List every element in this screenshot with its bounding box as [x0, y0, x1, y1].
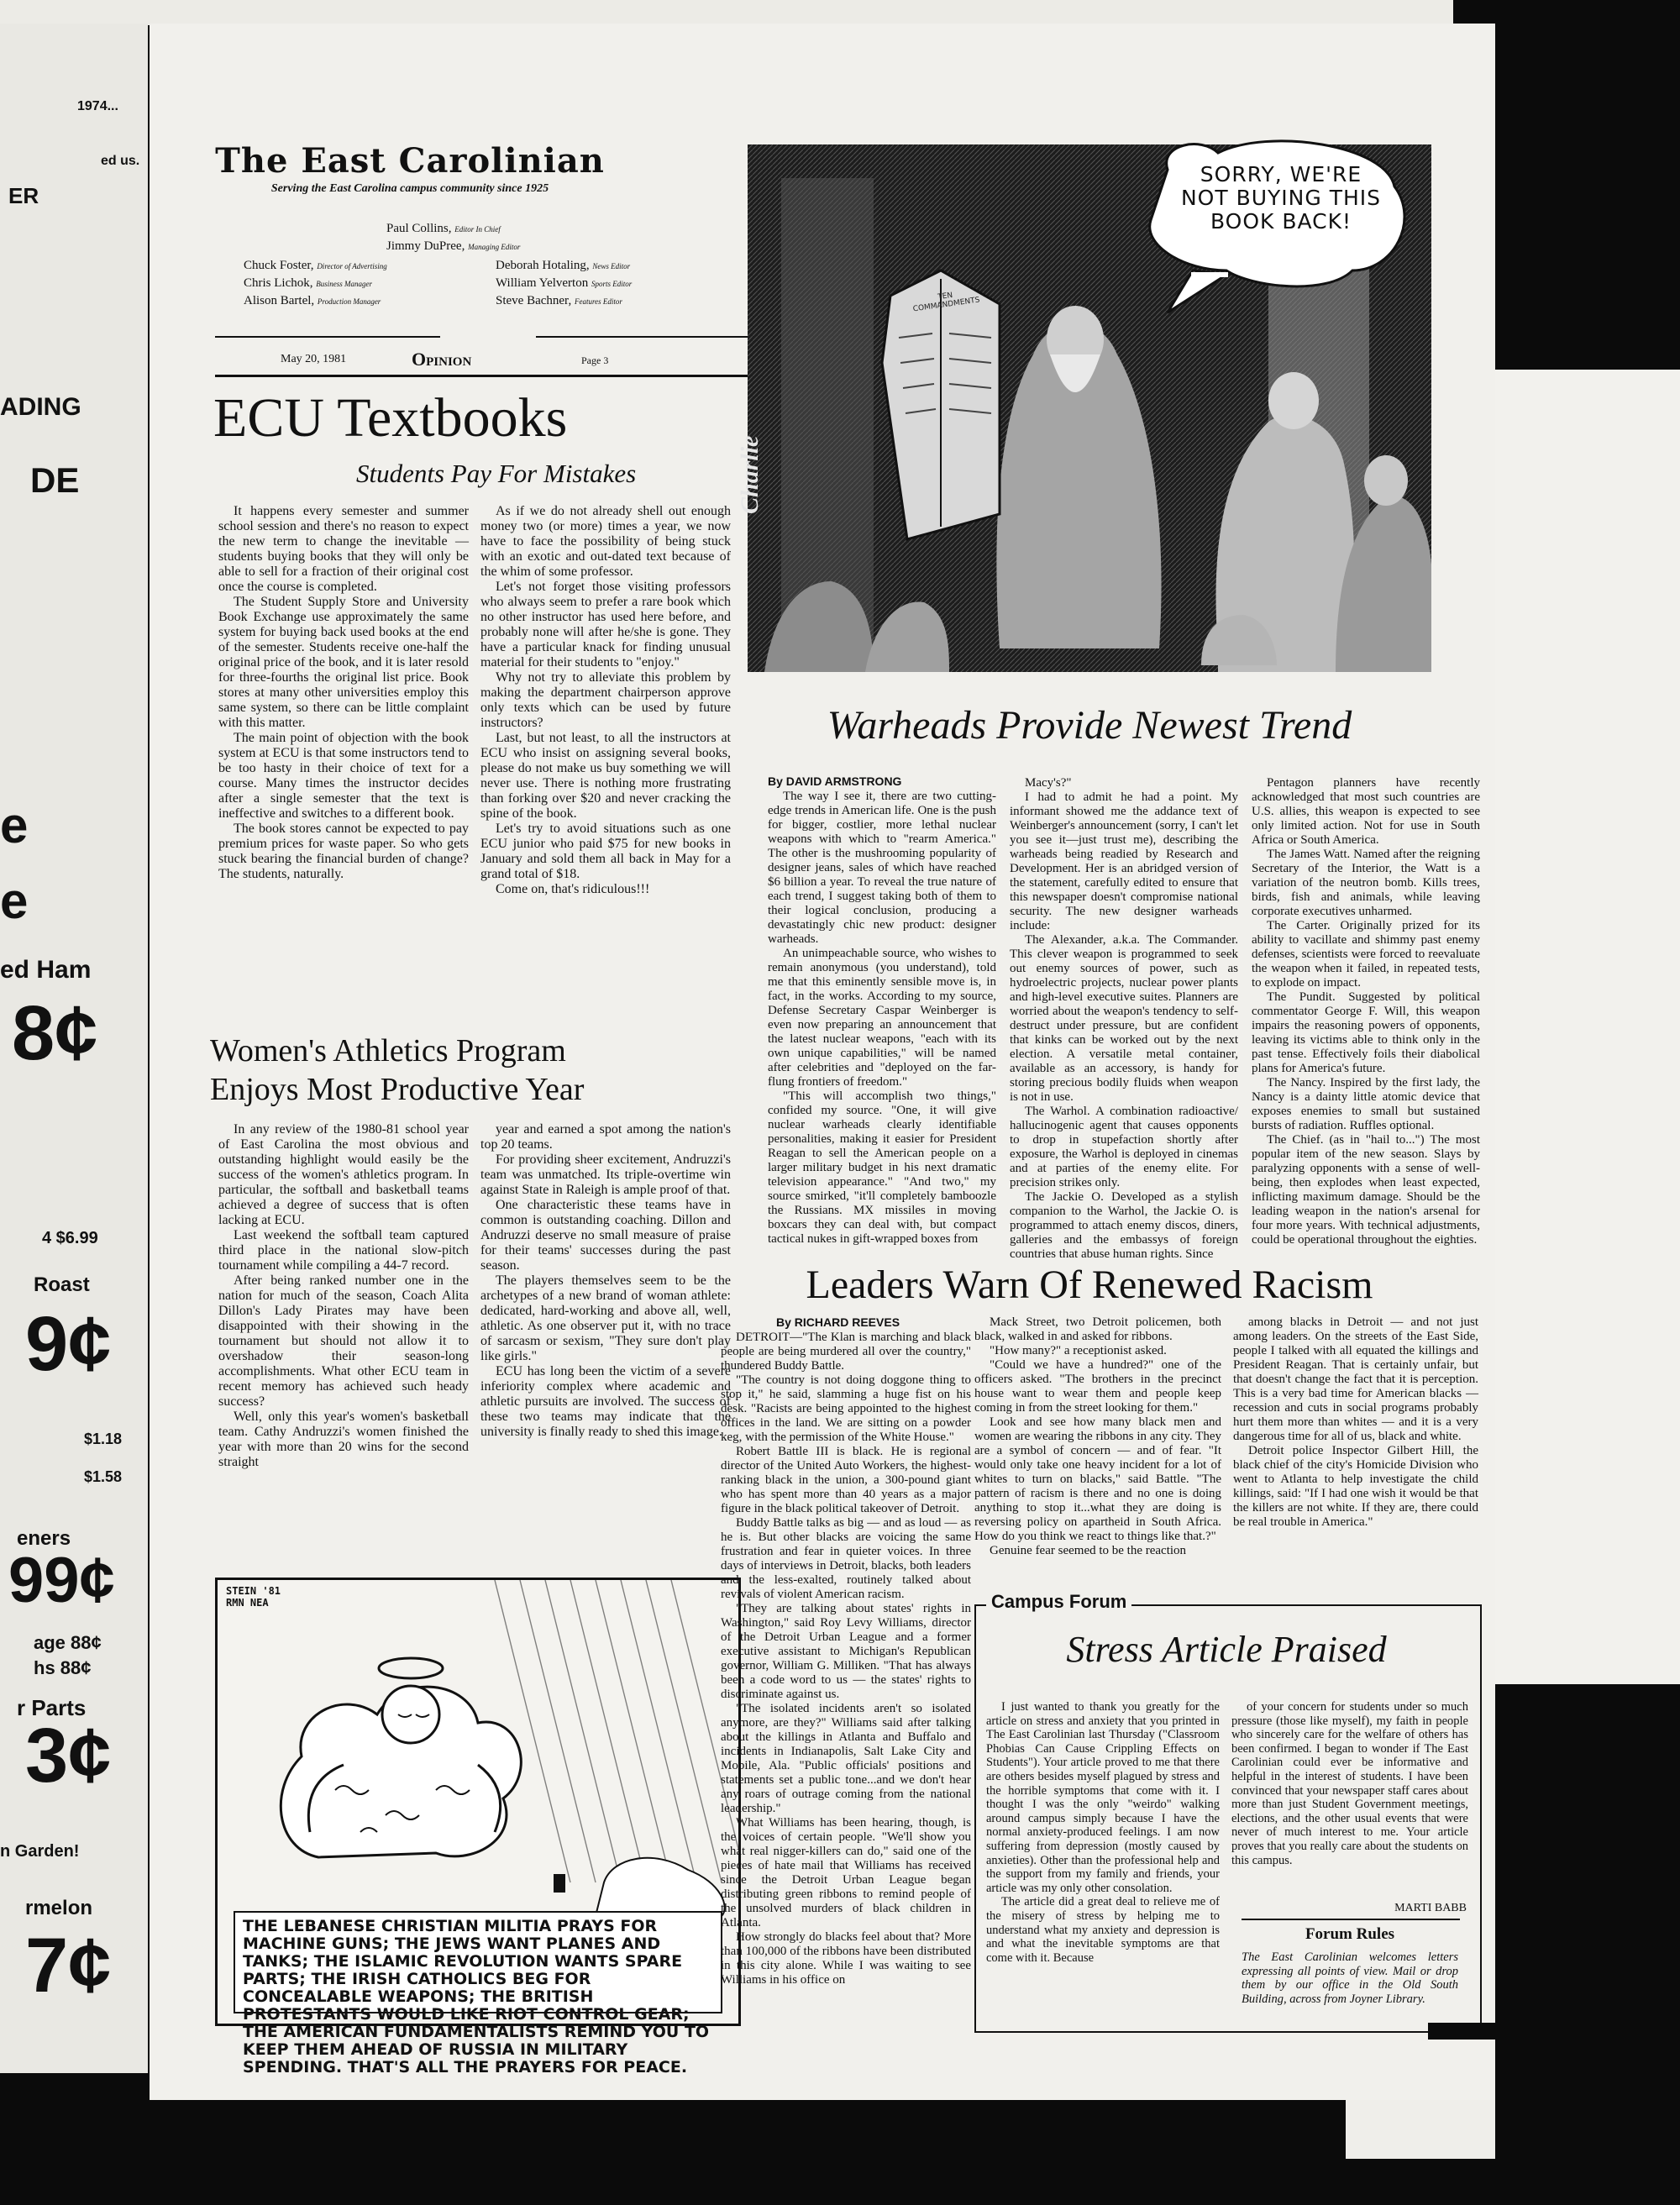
- dateline-rule: [536, 336, 759, 338]
- masthead: [175, 141, 645, 196]
- paragraph: "They are talking about states' rights in Washington," said Roy Levy Williams, director of the Detroit Urban League and a former executive assistant to Michigan's Republican governor, William G. Milliken. "That has always been a code word to us — the states' rights to discriminate against us.: [721, 1602, 971, 1701]
- paragraph: The way I see it, there are two cutting-edge trends in American life. One is the push for bigger, costlier, more lethal nuclear weapons with which to "rearm America." The other is the mushrooming popularity of designer jeans, sales of which have reached $6 billion a year. To reveal the true nature of each trend, I suggest taking both of them to their logical conclusion, producing a devastatingly chic new product: designer warheads.: [768, 790, 996, 946]
- torn-ad-text: e: [0, 873, 29, 929]
- paragraph: Why not try to alleviate this problem by making the department chairperson approve only texts which can be used by future instructors?: [480, 670, 731, 730]
- athletics-column-1: [218, 1122, 469, 1559]
- scan-shadow: [1428, 2023, 1495, 2040]
- paragraph: For providing sheer excitement, Andruzzi's team was unmatched. Its triple-overtime win against State in Raleigh is ample proof of that.: [480, 1152, 731, 1197]
- staff-line: Steve Bachner, Features Editor: [496, 294, 622, 307]
- cartoon-caption: THE LEBANESE CHRISTIAN MILITIA PRAYS FOR MACHINE GUNS; THE JEWS WANT PLANES AND TANKS; THE ISLAMIC REVOLUTION WANTS SPARE PARTS; THE IRISH CATHOLICS BEG FOR CONCEALABLE WEAPONS; THE BRITISH PROTESTANTS WOULD LIKE RIOT CONTROL GEAR; THE AMERICAN FUNDAMENTALISTS REMIND YOU TO KEEP THEM AHEAD OF RUSSIA IN MILITARY SPENDING. THAT'S ALL THE PRAYERS FOR PEACE.: [243, 1917, 710, 2076]
- staff-line: Deborah Hotaling, News Editor: [496, 259, 631, 272]
- torn-ad-text: e: [0, 797, 29, 853]
- paragraph: The Nancy. Inspired by the first lady, the Nancy is a dainty little atomic device that exposes enemies to small but sustained bursts of radiation. Ruffles optional.: [1252, 1076, 1480, 1132]
- staff-left: [244, 257, 445, 310]
- torn-ad-text: ER: [8, 183, 39, 208]
- section-label: Opinion: [412, 349, 472, 370]
- forum-signature: MARTI BABB: [1394, 1902, 1467, 1914]
- racism-column-3: [1233, 1315, 1478, 1593]
- torn-ad-text: r Parts: [17, 1695, 87, 1720]
- paragraph: An unimpeachable source, who wishes to remain anonymous (you understand), told me that this eminently sensible move is, in fact, in the works. According to my source, Defense Secretary Caspar Weinberger is even now preparing an announcement that the latest nuclear weapons, "each with its own unique capabilities," will be named after celebrities and "deployed on the far-flung frontiers of freedom.": [768, 947, 996, 1089]
- forum-rules-text: The East Carolinian welcomes letters expressing all points of view. Mail or drop them by our office in the Old South Building, across from Joyner Library.: [1242, 1950, 1458, 2006]
- paragraph: Genuine fear seemed to be the reaction: [990, 1544, 1187, 1557]
- dateline-rule: [215, 336, 440, 338]
- paragraph: In any review of the 1980-81 school year of East Carolina the most obvious and outstanding highlight would easily be the success of the women's athletics program. In particular, the softball and basketball teams achieved a degree of success that is often lacking at ECU.: [218, 1122, 469, 1227]
- racism-headline: Leaders Warn Of Renewed Racism: [806, 1263, 1373, 1307]
- forum-column-1: [986, 1700, 1220, 2024]
- textbooks-headline: ECU Textbooks: [213, 387, 568, 449]
- torn-ad-text: eners: [17, 1527, 71, 1550]
- paragraph: How strongly do blacks feel about that? More than 100,000 of the ribbons have been distributed in this city alone. While I was waiting to see Williams in his office on: [721, 1930, 971, 1987]
- torn-ad-text: DE: [30, 460, 80, 500]
- torn-ad-text: 3¢: [25, 1713, 112, 1798]
- torn-ad-text: ed us.: [101, 154, 140, 168]
- paragraph: The article did a great deal to relieve me of the misery of stress by helping me to understand what my anxiety and depression is and what the inevitable symptoms are that come with it. Because: [986, 1895, 1220, 1965]
- cartoon-signature: STEIN '81 RMN NEA: [226, 1585, 281, 1609]
- paragraph: Well, only this year's women's basketball team. Cathy Andruzzi's women finished the year with more than 20 wins for the second straight: [218, 1410, 469, 1469]
- paragraph: Detroit police Inspector Gilbert Hill, the black chief of the city's Homicide Division who went to Atlanta to help investigate the child killings, said: "If I had one wish it would be that the killers are not white. If they are, there could be real trouble in America.": [1233, 1444, 1478, 1529]
- paragraph: As if we do not already shell out enough money two (or more) times a year, we now have to face the possibility of being stuck with an exotic and out-dated text because of the whim of some professor.: [480, 504, 731, 579]
- torn-ad-text: 7¢: [25, 1923, 112, 2008]
- warheads-column-1: [768, 790, 996, 1250]
- staff-line: Jimmy DuPree, Managing Editor: [386, 239, 521, 253]
- paragraph: Mack Street, two Detroit policemen, both black, walked in and asked for ribbons.: [974, 1315, 1221, 1343]
- staff-line: William Yelverton Sports Editor: [496, 276, 633, 290]
- campus-forum-label: Campus Forum: [986, 1591, 1131, 1613]
- torn-ad-text: 1974...: [77, 99, 118, 113]
- torn-ad-text: hs 88¢: [34, 1657, 92, 1678]
- paragraph: year and earned a spot among the nation's top 20 teams.: [480, 1122, 731, 1152]
- forum-headline: Stress Article Praised: [1066, 1629, 1387, 1670]
- paper-tagline: Serving the East Carolina campus community since 1925: [270, 182, 549, 195]
- scan-back-page: [1495, 370, 1680, 1684]
- rule: [1242, 1919, 1460, 1920]
- paragraph: Let's try to avoid situations such as one ECU junior who paid $75 for new books in January and sold them all back in May for a grand total of $18.: [480, 822, 731, 881]
- cartoon-signature: Charlie: [736, 435, 764, 514]
- staff-line: Chris Lichok, Business Manager: [244, 276, 372, 290]
- paragraph: "This will accomplish two things," confided my source. "One, it will give nuclear warheads clearly identifiable personalities, making it easier for President Reagan to sell the American people on a larger military budget in his next dramatic television appearance." "And two," my source smirked, "it'll completely bamboozle the Russians. MX missiles in moving boxcars they can deal with, but compact tactical nukes in gift-wrapped boxes from: [768, 1089, 996, 1246]
- paragraph: of your concern for students under so much pressure (those like myself), my faith in people who sincerely care for the welfare of others has been confirmed. I began to wonder if The East Carolinian could ever be informative and helpful in the interest of students. I have been convinced that your newspaper staff cares about more than just Student Government meetings, elections, and the other usual events that were never of much interest to me. Your article proves that you really care about the students on this campus.: [1231, 1700, 1468, 1867]
- torn-ad-text: $1.58: [84, 1468, 123, 1485]
- textbooks-subhead: Students Pay For Mistakes: [356, 459, 637, 488]
- tablet-text: TEN COMMANDMENTS: [912, 291, 981, 314]
- torn-ad-text: ADING: [0, 393, 81, 421]
- forum-column-2: [1231, 1700, 1468, 1902]
- warheads-byline: By DAVID ARMSTRONG: [768, 774, 902, 788]
- paragraph: "Could we have a hundred?" one of the officers asked. "The brothers in the precinct house want to wear them and people keep coming in from the street looking for them.": [974, 1358, 1221, 1415]
- staff-right: [496, 257, 714, 310]
- paragraph: The Pundit. Suggested by political commentator George F. Will, this weapon impairs the reasoning powers of opponents, leaving its victims able to think only in the past tense. Effectively foils their diabolical plans for America's future.: [1252, 990, 1480, 1075]
- staff-line: Chuck Foster, Director of Advertising: [244, 259, 387, 272]
- paragraph: What Williams has been hearing, though, is the voices of certain people. "We'll show you what real nigger-killers can do," said one of the pieces of hate mail that Williams has received since the Detroit Urban League began distributing green ribbons to remind people of the unsolved murders of black children in Atlanta.: [721, 1816, 971, 1929]
- paragraph: The book stores cannot be expected to pay premium prices for waste paper. So who gets stuck bearing the financial burden of change? The students, naturally.: [218, 822, 469, 881]
- paragraph: Come on, that's ridiculous!!!: [496, 882, 650, 896]
- staff-line: Paul Collins, Editor In Chief: [386, 222, 501, 235]
- paragraph: The Alexander, a.k.a. The Commander. This clever weapon is programmed to seek out enemy sources of power, such as hydroelectric projects, nuclear power plants and high-level executive suites. Planners are worried about the weapon's tendency to self-destruct under pressure, but are confident that kinks can be worked out by the next election. A versatile metal container, available as an accessory, is handy for storing precious bodily fluids when weapon is not in use.: [1010, 933, 1238, 1104]
- issue-date: May 20, 1981: [281, 353, 347, 365]
- paragraph: "How many?" a receptionist asked.: [990, 1344, 1167, 1357]
- newspaper-page: [150, 24, 1495, 2100]
- paragraph: The main point of objection with the book system at ECU is that some instructors tend to be too hasty in their choice of text for a course. Many times the instructor decides after a single semester that the text is ineffective and switches to a different book.: [218, 731, 469, 821]
- paragraph: ECU has long been the victim of a severe inferiority complex where academic and athletic pursuits are involved. The success of these two teams may indicate that the university is finally ready to shed this image.: [480, 1364, 731, 1439]
- page-number: Page 3: [581, 354, 609, 366]
- paragraph: Look and see how many black men and women are wearing the ribbons in any city. They are a symbol of concern — and of fear. "It would only take one heavy incident for a lot of whites to turn on blacks," said Battle. "The pattern of racism is there and no one is doing anything to stop it...what they are doing is reversing policy on apartheid in South Africa. How do you think we react to things like that.?": [974, 1415, 1221, 1543]
- torn-ad-text: 8¢: [12, 990, 98, 1076]
- paragraph: I had to admit he had a point. My informant showed me the addance text of Weinberger's announcement (sorry, I can't let you see it—just trust me), describing the warheads being readied by Research and Development. Her is an abridged version of the statement, carefully edited to ensure that this newspaper doesn't compromise national security. The new designer warheads include:: [1010, 790, 1238, 932]
- paragraph: "The country is not doing doggone thing to stop it," he said, slamming a huge fist on his desk. "Racists are being appointed to the highest offices in the land. We are sitting on a powder keg, with the permission of the White House.": [721, 1373, 971, 1444]
- textbooks-column-1: [218, 504, 469, 1000]
- speech-bubble-text: SORRY, WE'RE NOT BUYING THIS BOOK BACK!: [1180, 162, 1382, 234]
- torn-ad-text: 4 $6.99: [42, 1229, 98, 1247]
- athletics-headline: Women's Athletics Program Enjoys Most Productive Year: [210, 1033, 585, 1107]
- paragraph: "The isolated incidents aren't so isolated anymore, are they?" Williams said after talking about the killings in Atlanta and Buffalo and incidents in Indianapolis, Salt Lake City and Mobile, Ala. "Public officials' positions and statements set a public tone...and we don't hear any roars of outrage coming from the national leadership.": [721, 1702, 971, 1815]
- paragraph: It happens every semester and summer school session and there's no reason to expect the new term to change the inevitable — students buying books that they will only be able to sell for a fraction of their original cost once the course is completed.: [218, 504, 469, 594]
- racism-column-2: [974, 1315, 1221, 1593]
- torn-adjacent-page: [0, 24, 148, 2073]
- paragraph: The Chief. (as in "hail to...") The most popular item of the new season. Slays by paralyzing opponents with a sense of well-being, then explodes when least expected, inflicting maximum damage. Should be the leading weapon in the nation's arsenal for four more years. With technical adjustments, could be operational throughout the eighties.: [1252, 1133, 1480, 1247]
- paragraph: The James Watt. Named after the reigning Secretary of the Interior, the Watt is a variation of the neutron bomb. Kills trees, birds, fish and animals, while leaving corporate executives unharmed.: [1252, 848, 1480, 918]
- torn-ad-text: age 88¢: [34, 1632, 102, 1653]
- athletics-column-2: [480, 1122, 731, 1559]
- dateline-rule: [215, 375, 759, 377]
- paper-name: The East Carolinian: [215, 141, 605, 181]
- paragraph: Last, but not least, to all the instructors at ECU who insist on assigning several books, please do not make us buy something we will never use. There is nothing more frustrating than forking over $20 and never cracking the spine of the book.: [480, 731, 731, 821]
- torn-ad-text: $1.18: [84, 1431, 123, 1447]
- torn-ad-text: ed Ham: [0, 956, 92, 984]
- torn-ad-text: 9¢: [25, 1301, 112, 1387]
- paragraph: Last weekend the softball team captured third place in the national slow-pitch tournament while compiling a 44-7 record.: [218, 1228, 469, 1273]
- paragraph: The players themselves seem to be the archetypes of a new brand of woman athlete: dedicated, hard-working and above all, well, athletic. As one observer put it, with no trace of sarcasm or sexism, "They sure don't play like girls.": [480, 1273, 731, 1363]
- scan-edge-top: [0, 0, 1453, 25]
- paragraph: The Carter. Originally prized for its ability to vacillate and shimmy past enemy defenses, scientists were forced to reevaluate the weapon when it failed, in repeated tests, to explode on impact.: [1252, 919, 1480, 990]
- paragraph: DETROIT—"The Klan is marching and black people are being murdered all over the country," thundered Buddy Battle.: [721, 1331, 971, 1373]
- torn-ad-text: Roast: [34, 1273, 90, 1296]
- racism-byline: By RICHARD REEVES: [776, 1315, 900, 1329]
- paragraph: Pentagon planners have recently acknowledged that most such countries are U.S. allies, this weapon is expected to see only limited action. Not for use in South Africa or South America.: [1252, 776, 1480, 847]
- paragraph: Macy's?": [1025, 776, 1072, 790]
- paragraph: The Jackie O. Developed as a stylish companion to the Warhol, the Jackie O. is programmed to attach enemy discos, diners, galleries and the embassys of foreign countries that abuse human rights. Since: [1010, 1190, 1238, 1261]
- torn-ad-text: rmelon: [25, 1897, 93, 1919]
- paragraph: One characteristic these teams have in common is outstanding coaching. Dillon and Andruzzi deserve no small measure of praise for their teams' successes during the past season.: [480, 1198, 731, 1273]
- moses-cartoon: [736, 144, 1431, 672]
- torn-ad-text: n Garden!: [0, 1842, 80, 1861]
- paragraph: Robert Battle III is black. He is regional director of the United Auto Workers, the highest-ranking black in the union, a 300-pound giant who has spent more than 40 years as a major figure in the black political takeover of Detroit.: [721, 1445, 971, 1515]
- staff-editors: [386, 220, 605, 255]
- paragraph: After being ranked number one in the nation for much of the season, Coach Alita Dillon's Lady Pirates may have been disappointed with their showing in the tournament but should not allow it to overshadow their season-long accomplishments. What other ECU team in recent memory has achieved such heady success?: [218, 1273, 469, 1409]
- warheads-column-2: [1010, 776, 1238, 1261]
- warheads-headline: Warheads Provide Newest Trend: [827, 703, 1352, 748]
- paragraph: The Warhol. A combination radioactive/ hallucinogenic agent that causes opponents to drop in stupefaction shortly after exposure, the Warhol is deployed in cinemas and at parties of the enemy elite. For precision strikes only.: [1010, 1105, 1238, 1189]
- paragraph: The Student Supply Store and University Book Exchange use approximately the same system for buying back used books at the end of the semester. Students receive one-half the original price of the book, and it is later resold for three-fourths the original list price. Book stores at many other universities employ this same system, so there can be little complaint with this matter.: [218, 595, 469, 730]
- warheads-column-3: [1252, 776, 1480, 1250]
- paragraph: among blacks in Detroit — and not just among leaders. On the streets of the East Side, people I talked with all equated the killings and President Reagan. That is certainly unfair, but that doesn't change the fact that it is perception. This is a very bad time for American blacks — recession and cuts in social programs probably hurt them more than whites — and it is a very dangerous time for all of us, black and white.: [1233, 1315, 1478, 1443]
- paragraph: Buddy Battle talks as big — and as loud — as he is. But other blacks are voicing the same frustration and fear in quieter voices. In three days of interviews in Detroit, blacks, both leaders and the less-exalted, routinely talked about revivals of violent American racism.: [721, 1516, 971, 1601]
- forum-rules-title: Forum Rules: [1305, 1925, 1395, 1943]
- paragraph: I just wanted to thank you greatly for the article on stress and anxiety that you printed in The East Carolinian last Thursday ("Classroom Phobias Can Cause Crippling Effects on Students"). Your article proved to me that there are others besides myself plagued by stress and the horrible symptoms that come with it. I thought I was the only "weirdo" walking around campus simply because I have the normal anxiety-produced feelings. I am now suffering from depression (mostly caused by anxieties). Other than the professional help and the support from my family and friends, your article was my only other consolation.: [986, 1700, 1220, 1895]
- textbooks-column-2: [480, 504, 731, 1000]
- stein-cartoon: [215, 1578, 741, 2076]
- racism-column-1: [721, 1331, 971, 2028]
- staff-line: Alison Bartel, Production Manager: [244, 294, 381, 307]
- paragraph: Let's not forget those visiting professors who always seem to prefer a rare book which no other instructor has used here before, and probably none will after he/she is gone. They have a particular knack for finding unusual material for their students to "enjoy.": [480, 580, 731, 669]
- torn-ad-text: 99¢: [8, 1545, 115, 1616]
